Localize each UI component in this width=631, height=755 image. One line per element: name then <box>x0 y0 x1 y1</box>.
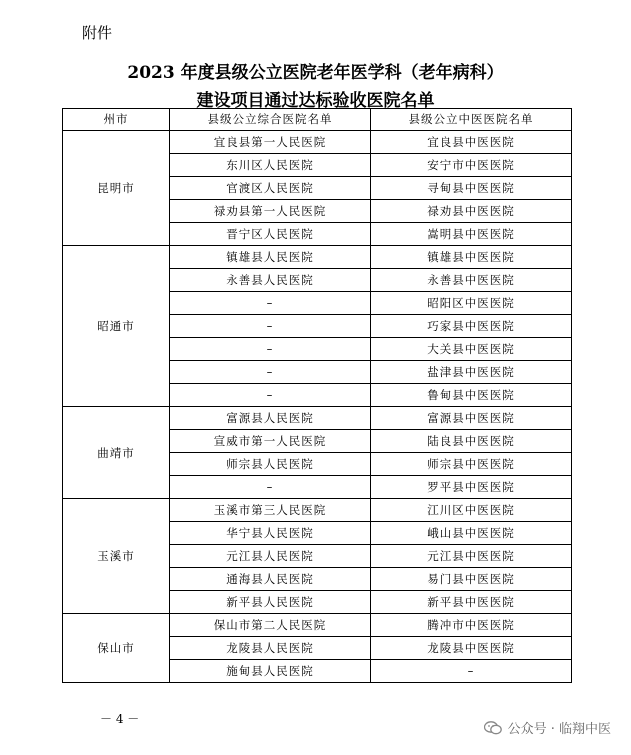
document-subtitle: 建设项目通过达标验收医院名单 <box>196 91 435 111</box>
city-cell: 保山市 <box>63 614 170 683</box>
general-hospital-cell: – <box>170 338 371 361</box>
table-row <box>63 246 572 269</box>
tcm-hospital-cell: 宜良县中医医院 <box>371 131 572 154</box>
general-hospital-cell: 宜良县第一人民医院 <box>170 131 371 154</box>
table-row <box>63 499 572 522</box>
attachment-label: 附件 <box>82 24 113 42</box>
general-hospital-cell: 永善县人民医院 <box>170 269 371 292</box>
tcm-hospital-cell: 陆良县中医医院 <box>371 430 572 453</box>
general-hospital-cell: – <box>170 476 371 499</box>
general-hospital-cell: 保山市第二人民医院 <box>170 614 371 637</box>
tcm-hospital-cell: 镇雄县中医医院 <box>371 246 572 269</box>
tcm-hospital-cell: – <box>371 660 572 683</box>
document-title: 2023 年度县级公立医院老年医学科（老年病科） <box>127 63 504 83</box>
general-hospital-cell: – <box>170 361 371 384</box>
general-hospital-cell: 官渡区人民医院 <box>170 177 371 200</box>
general-hospital-cell: – <box>170 384 371 407</box>
general-hospital-cell: – <box>170 292 371 315</box>
tcm-hospital-cell: 江川区中医医院 <box>371 499 572 522</box>
tcm-hospital-cell: 巧家县中医医院 <box>371 315 572 338</box>
column-header-city: 州市 <box>63 109 170 131</box>
city-cell: 玉溪市 <box>63 499 170 614</box>
watermark-text: 公众号 · 临翔中医 <box>507 722 611 737</box>
column-header-tcm-hospital: 县级公立中医医院名单 <box>371 109 572 131</box>
table-body <box>63 131 572 683</box>
tcm-hospital-cell: 安宁市中医医院 <box>371 154 572 177</box>
tcm-hospital-cell: 盐津县中医医院 <box>371 361 572 384</box>
hospital-list-table <box>62 108 572 683</box>
tcm-hospital-cell: 永善县中医医院 <box>371 269 572 292</box>
tcm-hospital-cell: 易门县中医医院 <box>371 568 572 591</box>
column-header-general-hospital: 县级公立综合医院名单 <box>170 109 371 131</box>
tcm-hospital-cell: 罗平县中医医院 <box>371 476 572 499</box>
general-hospital-cell: 东川区人民医院 <box>170 154 371 177</box>
general-hospital-cell: 龙陵县人民医院 <box>170 637 371 660</box>
tcm-hospital-cell: 大关县中医医院 <box>371 338 572 361</box>
wechat-icon <box>484 721 502 735</box>
table-row <box>63 614 572 637</box>
general-hospital-cell: 禄劝县第一人民医院 <box>170 200 371 223</box>
watermark <box>484 718 611 737</box>
general-hospital-cell: 华宁县人民医院 <box>170 522 371 545</box>
general-hospital-cell: 玉溪市第三人民医院 <box>170 499 371 522</box>
table-row <box>63 131 572 154</box>
general-hospital-cell: 宣威市第一人民医院 <box>170 430 371 453</box>
general-hospital-cell: 施甸县人民医院 <box>170 660 371 683</box>
city-cell: 曲靖市 <box>63 407 170 499</box>
tcm-hospital-cell: 禄劝县中医医院 <box>371 200 572 223</box>
tcm-hospital-cell: 富源县中医医院 <box>371 407 572 430</box>
city-cell: 昭通市 <box>63 246 170 407</box>
tcm-hospital-cell: 寻甸县中医医院 <box>371 177 572 200</box>
general-hospital-cell: 元江县人民医院 <box>170 545 371 568</box>
table-header-row <box>63 109 572 131</box>
tcm-hospital-cell: 腾冲市中医医院 <box>371 614 572 637</box>
tcm-hospital-cell: 鲁甸县中医医院 <box>371 384 572 407</box>
general-hospital-cell: – <box>170 315 371 338</box>
general-hospital-cell: 晋宁区人民医院 <box>170 223 371 246</box>
tcm-hospital-cell: 嵩明县中医医院 <box>371 223 572 246</box>
tcm-hospital-cell: 师宗县中医医院 <box>371 453 572 476</box>
table-row <box>63 407 572 430</box>
general-hospital-cell: 通海县人民医院 <box>170 568 371 591</box>
general-hospital-cell: 师宗县人民医院 <box>170 453 371 476</box>
general-hospital-cell: 富源县人民医院 <box>170 407 371 430</box>
tcm-hospital-cell: 昭阳区中医医院 <box>371 292 572 315</box>
page-number: － 4 － <box>100 712 140 726</box>
tcm-hospital-cell: 新平县中医医院 <box>371 591 572 614</box>
general-hospital-cell: 新平县人民医院 <box>170 591 371 614</box>
tcm-hospital-cell: 元江县中医医院 <box>371 545 572 568</box>
city-cell: 昆明市 <box>63 131 170 246</box>
tcm-hospital-cell: 龙陵县中医医院 <box>371 637 572 660</box>
tcm-hospital-cell: 峨山县中医医院 <box>371 522 572 545</box>
general-hospital-cell: 镇雄县人民医院 <box>170 246 371 269</box>
